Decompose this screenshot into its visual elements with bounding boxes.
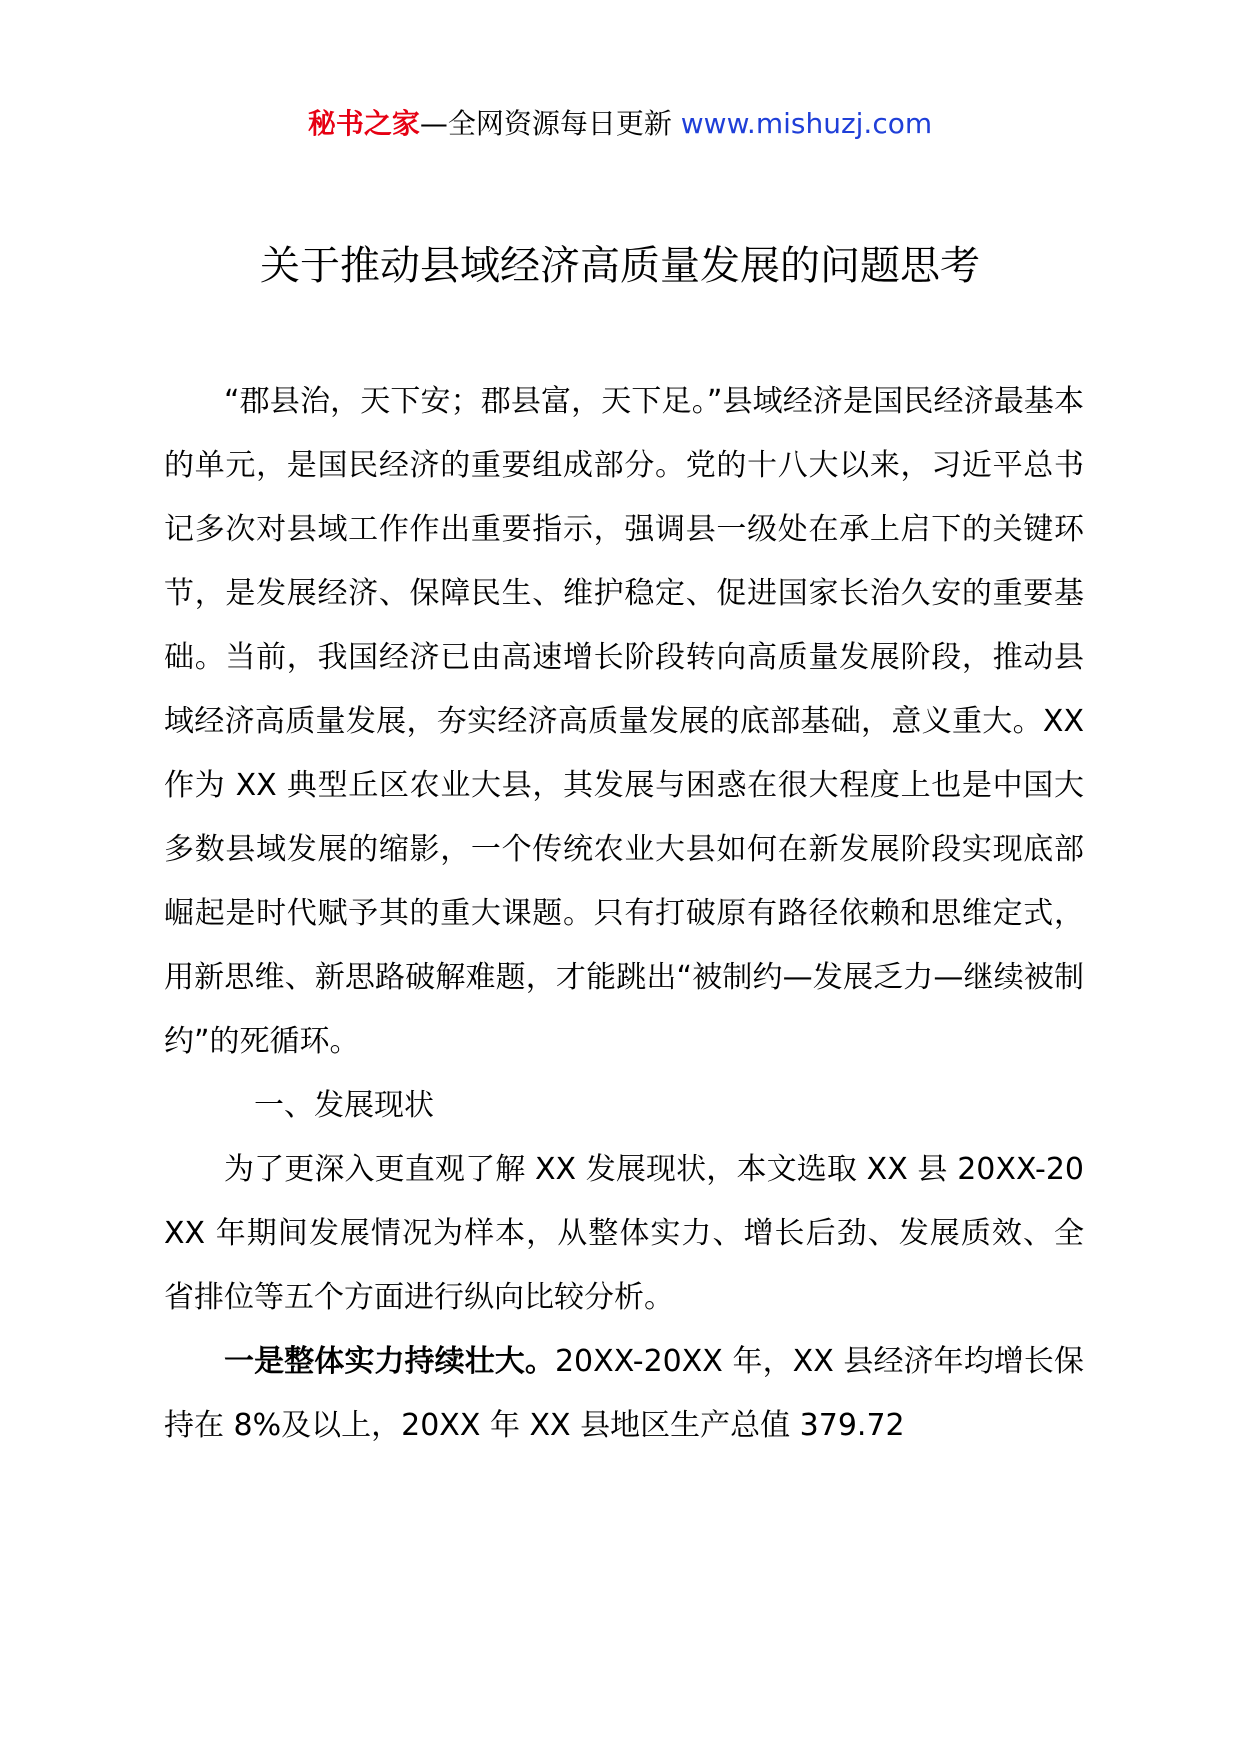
site-header (0, 104, 1240, 144)
document-body (164, 370, 1084, 1458)
brand-name: 秘书之家 (307, 107, 420, 140)
intro-paragraph: “郡县治，天下安；郡县富，天下足。”县域经济是国民经济最基本的单元，是国民经济的重要组成部分。党的十八大以来，习近平总书记多次对县域工作作出重要指示，强调县一级处在承上启下的关键环节，是发展经济、保障民生、维护稳定、促进国家长治久安的重要基础。当前，我国经济已由高速增长阶段转向高质量发展阶段，推动县域经济高质量发展，夯实经济高质量发展的底部基础，意义重大。XX 作为 XX 典型丘区农业大县，其发展与困惑在很大程度上也是中国大多数县域发展的缩影，一个传统农业大县如何在新发展阶段实现底部崛起是时代赋予其的重大课题。只有打破原有路径依赖和思维定式，用新思维、新思路破解难题，才能跳出“被制约—发展乏力—继续被制约”的死循环。 (164, 384, 1084, 1059)
site-url[interactable]: www.mishuzj.com (680, 107, 933, 140)
section-heading: 一、发展现状 (254, 1088, 434, 1123)
point-paragraph (164, 1330, 1084, 1458)
point-lead: 一是整体实力持续壮大。 (224, 1344, 555, 1379)
point-text: 20XX-20XX 年，XX 县经济年均增长保持在 8%及以上，20XX 年 XX 县地区生产总值 379.72 (164, 1344, 1084, 1443)
section-paragraph: 为了更深入更直观了解 XX 发展现状，本文选取 XX 县 20XX-20XX 年期间发展情况为样本，从整体实力、增长后劲、发展质效、全省排位等五个方面进行纵向比较分析。 (164, 1152, 1084, 1315)
site-tagline: —全网资源每日更新 (419, 107, 681, 140)
document-title: 关于推动县域经济高质量发展的问题思考 (260, 243, 980, 289)
